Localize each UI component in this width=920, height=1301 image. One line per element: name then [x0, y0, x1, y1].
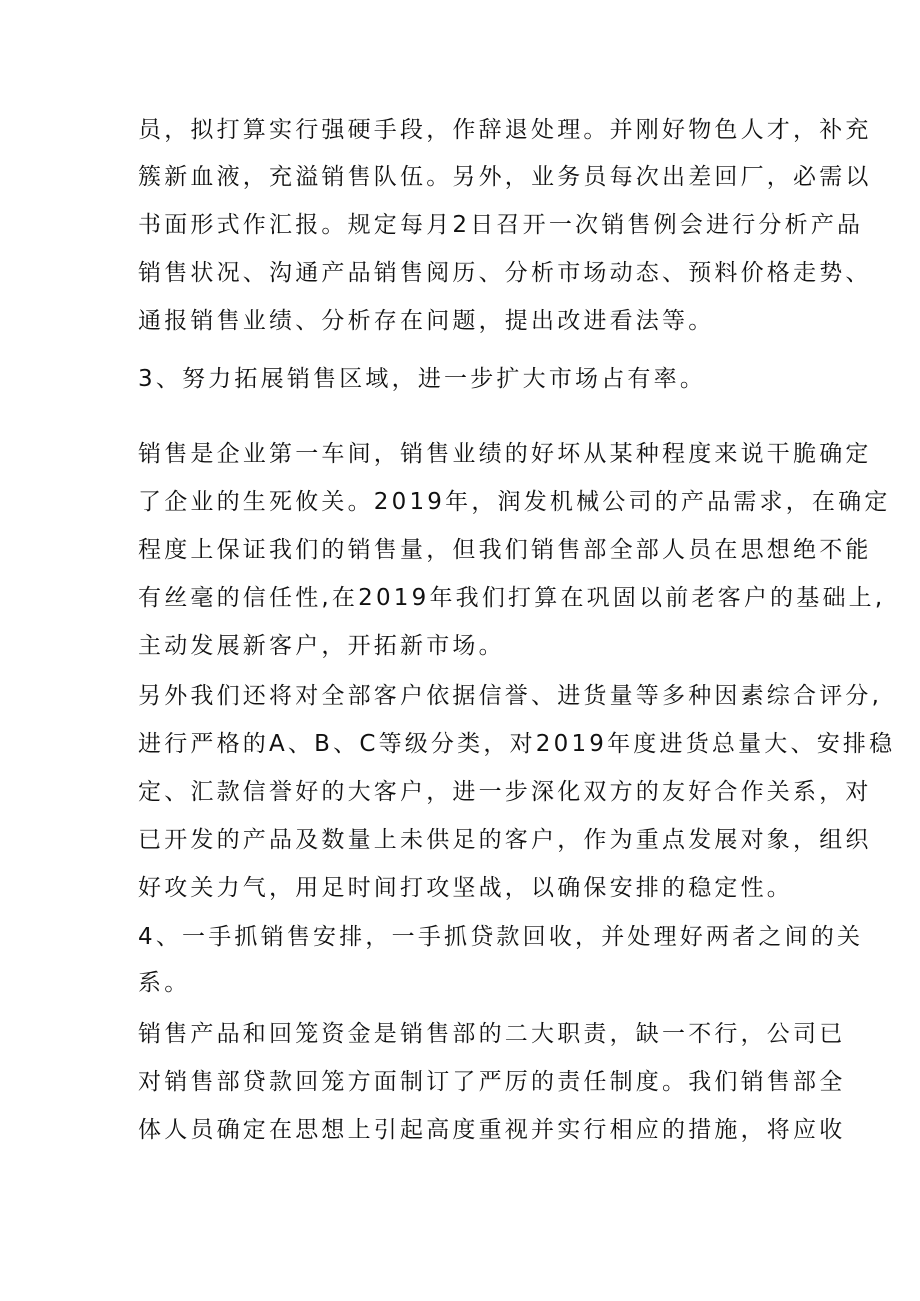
text-line: 进行严格的A、B、C等级分类，对2019年度进货总量大、安排稳: [138, 731, 896, 757]
text-line: 员，拟打算实行强硬手段，作辞退处理。并刚好物色人才，补充: [138, 117, 872, 143]
text-line: 另外我们还将对全部客户依据信誉、进货量等多种因素综合评分,: [138, 683, 883, 709]
text-line: 定、汇款信誉好的大客户，进一步深化双方的友好合作关系，对: [138, 779, 872, 805]
text-line: 有丝毫的信任性,在2019年我们打算在巩固以前老客户的基础上,: [138, 585, 886, 611]
section-heading-4: 4、一手抓销售安排，一手抓贷款回收，并处理好两者之间的关: [138, 924, 864, 950]
text-line: 通报销售业绩、分析存在问题，提出改进看法等。: [138, 308, 715, 334]
text-line: 主动发展新客户，开拓新市场。: [138, 633, 505, 659]
section-heading-3: 3、努力拓展销售区域，进一步扩大市场占有率。: [138, 366, 707, 392]
text-line: 销售状况、沟通产品销售阅历、分析市场动态、预料价格走势、: [138, 260, 872, 286]
text-line: 书面形式作汇报。规定每月2日召开一次销售例会进行分析产品: [138, 212, 864, 238]
text-line: 好攻关力气，用足时间打攻坚战，以确保安排的稳定性。: [138, 875, 793, 901]
text-line: 簇新血液，充溢销售队伍。另外，业务员每次出差回厂，必需以: [138, 164, 872, 190]
text-line: 程度上保证我们的销售量，但我们销售部全部人员在思想绝不能: [138, 537, 872, 563]
text-line: 对销售部贷款回笼方面制订了严厉的责任制度。我们销售部全: [138, 1069, 846, 1095]
text-line: 已开发的产品及数量上未供足的客户，作为重点发展对象，组织: [138, 827, 872, 853]
text-line: 体人员确定在思想上引起高度重视并实行相应的措施，将应收: [138, 1117, 846, 1143]
section-heading-4-continued: 系。: [138, 970, 191, 996]
text-line: 了企业的生死攸关。2019年，润发机械公司的产品需求，在确定: [138, 489, 891, 515]
text-line: 销售产品和回笼资金是销售部的二大职责，缺一不行，公司已: [138, 1021, 846, 1047]
text-line: 销售是企业第一车间，销售业绩的好坏从某种程度来说干脆确定: [138, 441, 872, 467]
